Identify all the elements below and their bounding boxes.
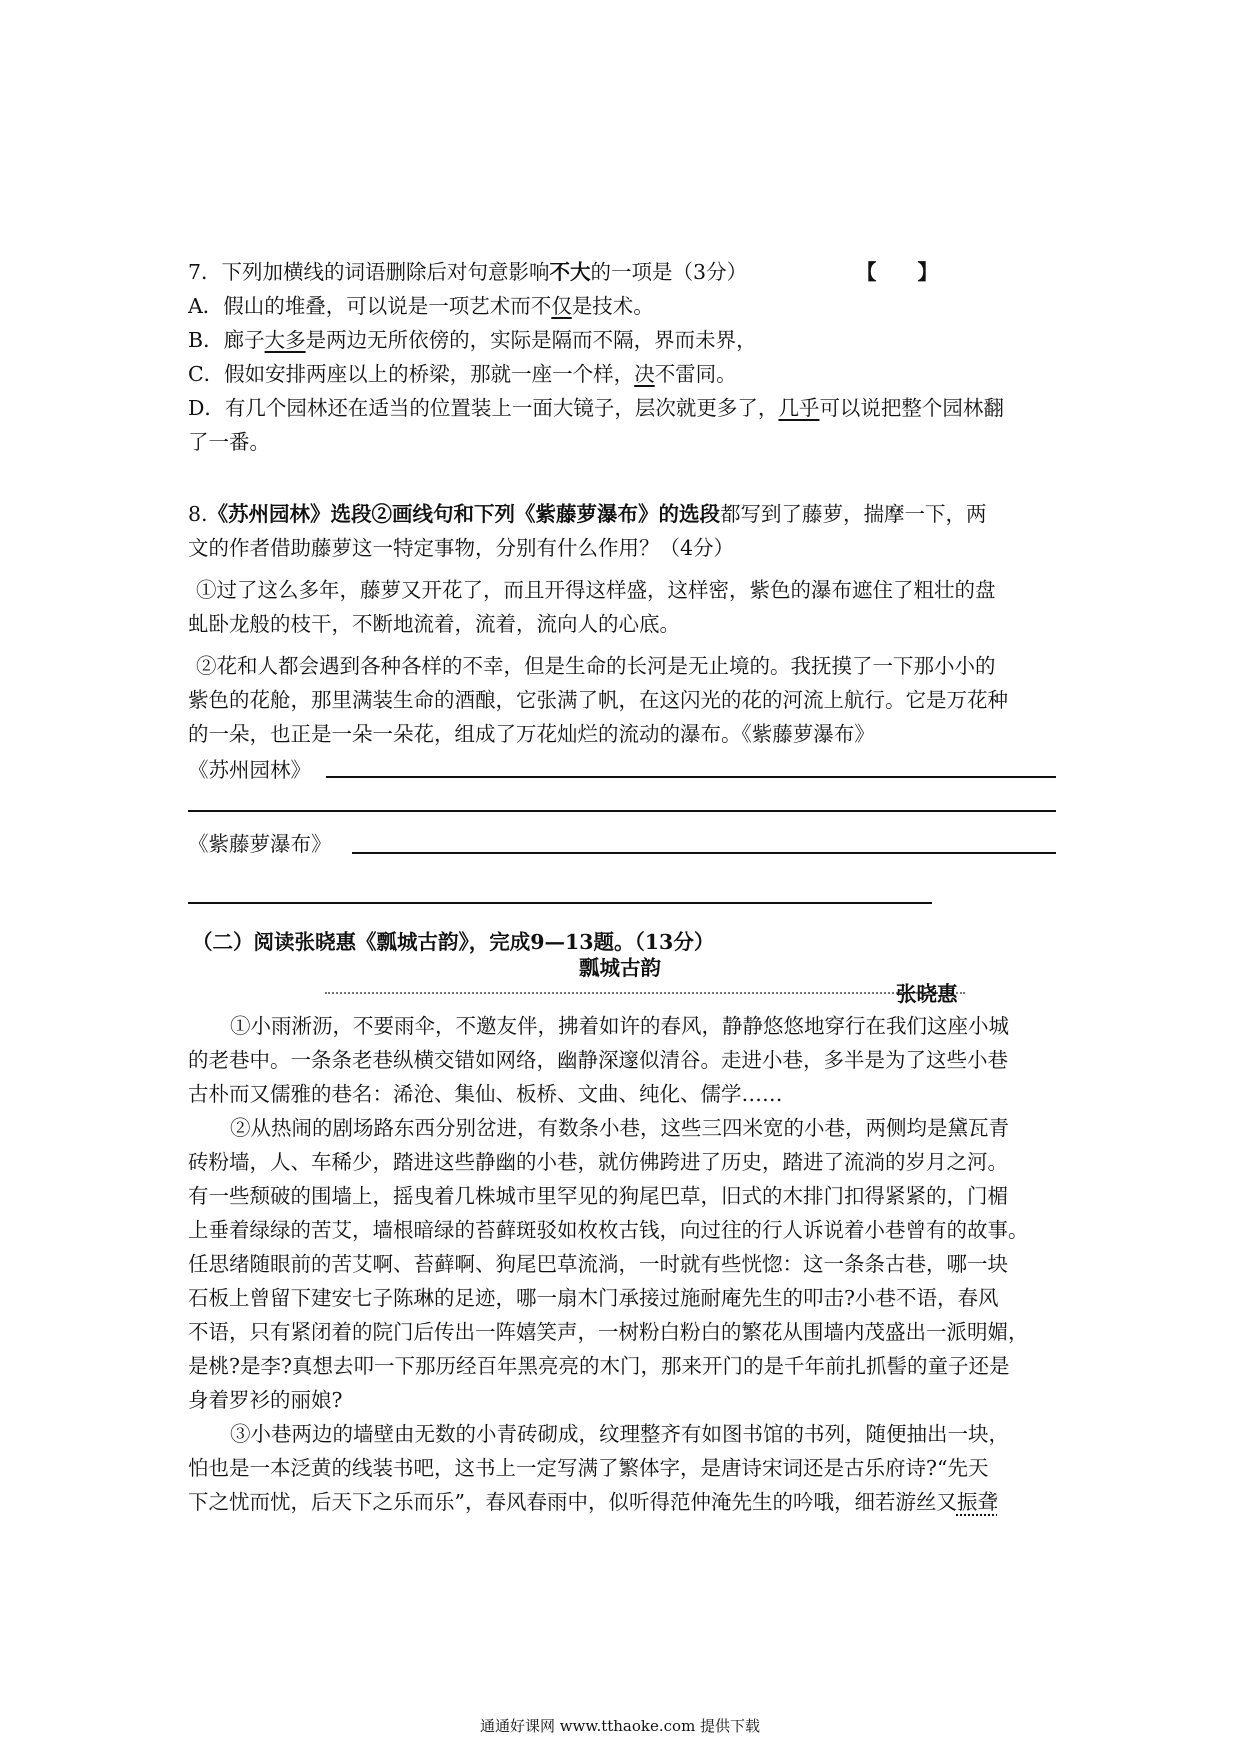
q8-answer-line-4[interactable]	[188, 902, 932, 904]
q7-option-b-end: 是两边无所依傍的，实际是隔而不隔，界而未界，	[305, 328, 757, 352]
article-text: ③小巷两边的墙壁由无数的小青砖砌成，纹理整齐有如图书馆的书列，随便抽出一块，	[230, 1422, 1009, 1446]
article-text: 砖粉墙，人、车稀少，踏进这些静幽的小巷，就仿佛跨进了历史，踏进了流淌的岁月之河。	[188, 1150, 1008, 1174]
article-text: 古朴而又儒雅的巷名：浠沧、集仙、板桥、文曲、纯化、儒学……	[188, 1082, 783, 1106]
article-text: ①小雨淅沥，不要雨伞，不邀友伴，拂着如许的春风，静静悠悠地穿行在我们这座小城	[230, 1014, 1009, 1038]
q8-stem-emphasis: 《苏州园林》选段②画线句和下列《紫藤萝瀑布》的选段	[207, 502, 721, 526]
q7-option-d-underlined: 几乎	[778, 396, 820, 420]
q8-answer-line-3[interactable]	[352, 852, 1056, 854]
article-text: 身着罗衫的丽娘?	[188, 1388, 343, 1412]
title-dotted-divider	[325, 992, 965, 994]
q7-answer-bracket: 【 】	[856, 260, 938, 284]
q8-excerpt-2-line1: ②花和人都会遇到各种各样的不幸，但是生命的长河是无止境的。我抚摸了一下那小小的	[196, 654, 996, 678]
q8-excerpt-1-line1: ①过了这么多年，藤萝又开花了，而且开得这样盛，这样密，紫色的瀑布遮住了粗壮的盘	[196, 578, 996, 602]
article-dotted-emphasis: 振聋	[956, 1490, 998, 1514]
q7-option-c-underlined: 决	[634, 362, 655, 386]
footer-credit: 通通好课网 www.tthaoke.com 提供下载	[479, 1717, 761, 1735]
article-text: 是桃?是李?真想去叩一下那历经百年黑亮亮的木门，那来开门的是千年前扎抓髻的童子还是	[188, 1354, 1010, 1378]
article-paragraph-2-line	[188, 1318, 1029, 1346]
section2-heading: （二）阅读张晓惠《瓢城古韵》，完成9—13题。（13分）	[192, 930, 715, 954]
q8-excerpt-2-line2: 紫色的花舱，那里满装生命的酒酿，它张满了帆，在这闪光的花的河流上航行。它是万花种	[188, 688, 1008, 712]
q7-stem-emphasis: 不大	[549, 260, 591, 284]
article-paragraph-2-line	[188, 1250, 1008, 1278]
q8-excerpt-2-line3: 的一朵，也正是一朵一朵花，组成了万花灿烂的流动的瀑布。《紫藤萝瀑布》	[188, 722, 875, 746]
q7-option-c-text: C．假如安排两座以上的桥梁，那就一座一个样，	[188, 362, 635, 386]
article-text: 不语，只有紧闭着的院门后传出一阵嬉笑声，一树粉白粉白的繁花从围墙内茂盛出一派明媚，	[188, 1320, 1029, 1344]
q8-number: 8.	[188, 502, 208, 526]
q8-answer-line-2[interactable]	[188, 810, 1056, 812]
article-paragraph-3-line	[230, 1420, 1009, 1448]
q7-option-d	[188, 394, 1004, 422]
article-title: 瓢城古韵	[579, 956, 661, 980]
q7-option-d-line2: 了一番。	[188, 430, 270, 454]
q7-option-c-end: 不雷同。	[654, 362, 737, 386]
q7-option-a-underlined: 仅	[551, 294, 572, 318]
article-paragraph-2-line	[188, 1148, 1008, 1176]
q7-option-a-end: 是技术。	[571, 294, 654, 318]
article-text: 的老巷中。一条条老巷纵横交错如网络，幽静深邃似清谷。走进小巷，多半是为了这些小巷	[188, 1048, 1008, 1072]
q8-excerpt-1-line2: 虬卧龙般的枝干，不断地流着，流着，流向人的心底。	[188, 612, 680, 636]
q7-option-c	[188, 360, 737, 388]
q8-stem	[188, 500, 987, 528]
article-paragraph-1-line	[188, 1080, 783, 1108]
q7-stem	[188, 258, 747, 286]
q8-answer-label-wisteria: 《紫藤萝瀑布》	[188, 832, 332, 856]
q7-option-a	[188, 292, 654, 320]
q8-stem-text: 都写到了藤萝，揣摩一下，两	[720, 502, 987, 526]
article-text: 怕也是一本泛黄的线装书吧，这书上一定写满了繁体字，是唐诗宋词还是古乐府诗?“先天	[188, 1456, 989, 1480]
article-paragraph-1-line	[230, 1012, 1009, 1040]
q7-option-a-text: A．假山的堆叠，可以说是一项艺术而不	[188, 294, 552, 318]
q8-stem-line2: 文的作者借助藤萝这一特定事物，分别有什么作用？（4分）	[188, 536, 735, 560]
q7-option-b-text: B．廊子	[188, 328, 265, 352]
article-paragraph-2-line	[188, 1182, 1008, 1210]
article-paragraph-3-line	[188, 1488, 998, 1516]
article-text: 上垂着绿绿的苦艾，墙根暗绿的苔藓斑驳如枚枚古钱，向过往的行人诉说着小巷曾有的故事。	[188, 1218, 1029, 1242]
q7-option-d-text: D．有几个园林还在适当的位置装上一面大镜子，层次就更多了，	[188, 396, 779, 420]
article-text: 下之忧而忧，后天下之乐而乐”，春风春雨中，似听得范仲淹先生的吟哦，细若游丝又	[188, 1490, 957, 1514]
article-paragraph-2-line	[188, 1216, 1029, 1244]
q7-stem-text: 7．下列加横线的词语删除后对句意影响	[188, 260, 550, 284]
q7-stem-score: 的一项是（3分）	[590, 260, 748, 284]
article-text: 石板上曾留下建安七子陈琳的足迹，哪一扇木门承接过施耐庵先生的叩击?小巷不语，春风	[188, 1286, 999, 1310]
article-text: ②从热闹的剧场路东西分别岔进，有数条小巷，这些三四米宽的小巷，两侧均是黛瓦青	[230, 1116, 1009, 1140]
article-paragraph-3-line	[188, 1454, 988, 1482]
q8-answer-label-suzhou: 《苏州园林》	[188, 758, 311, 782]
q8-answer-line-1[interactable]	[326, 776, 1056, 778]
q7-option-b-underlined: 大多	[264, 328, 306, 352]
article-paragraph-2-line	[188, 1284, 999, 1312]
article-text: 任思绪随眼前的苦艾啊、苔藓啊、狗尾巴草流淌，一时就有些恍惚：这一条条古巷，哪一块	[188, 1252, 1008, 1276]
article-paragraph-2-line	[188, 1352, 1009, 1380]
q7-option-d-end: 可以说把整个园林翻	[819, 396, 1004, 420]
article-paragraph-1-line	[188, 1046, 1008, 1074]
q7-option-b	[188, 326, 757, 354]
article-paragraph-2-line	[230, 1114, 1009, 1142]
article-author: 张晓惠	[896, 982, 958, 1006]
article-text: 有一些颓破的围墙上，摇曳着几株城市里罕见的狗尾巴草，旧式的木排门扣得紧紧的，门楣	[188, 1184, 1008, 1208]
article-paragraph-2-line	[188, 1386, 343, 1414]
